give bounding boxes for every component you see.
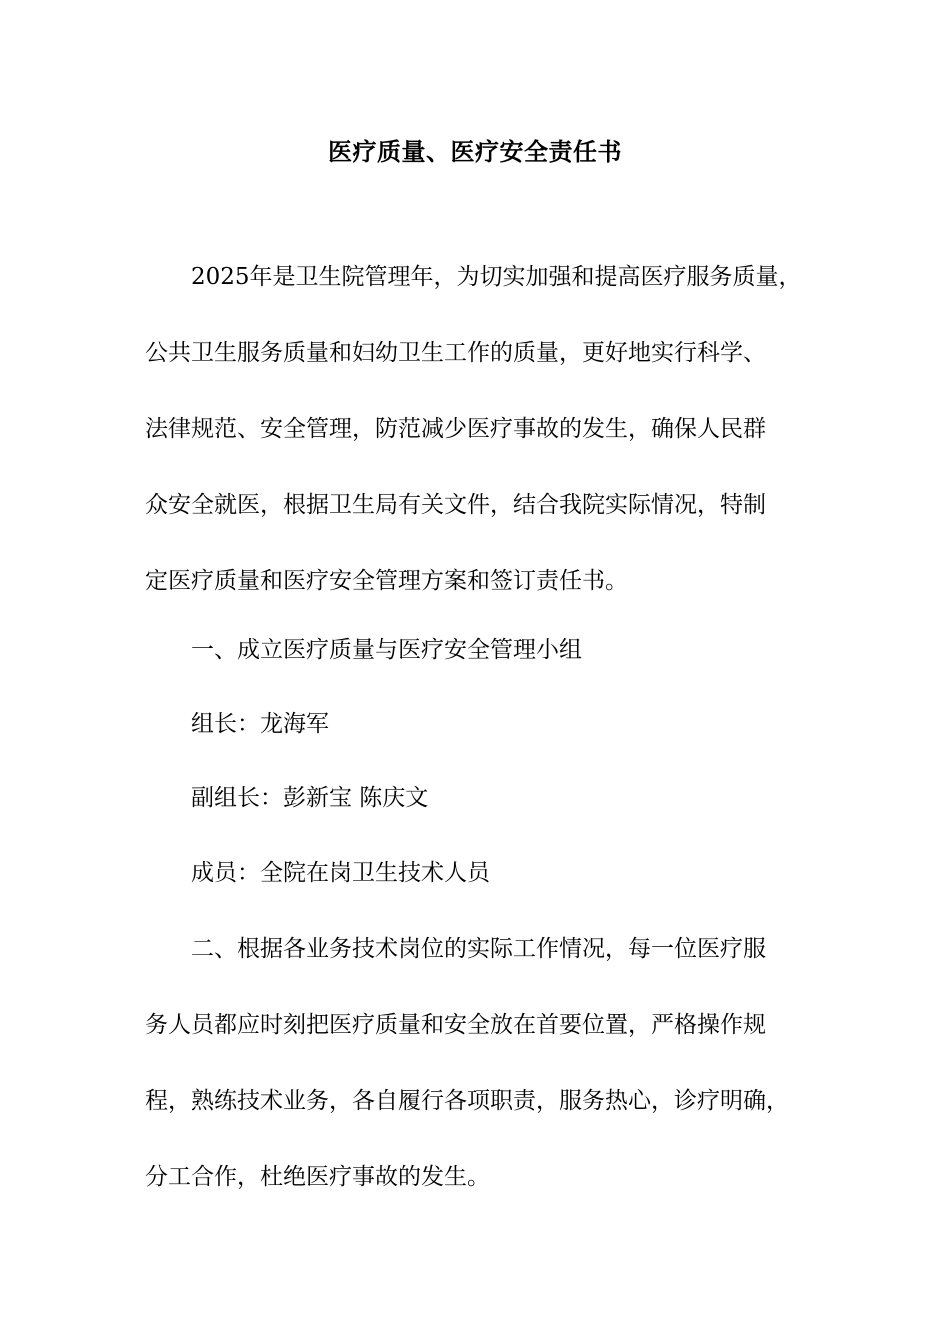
- group-leader-line: 组长：龙海军: [191, 711, 329, 737]
- deputy-leader-line: 副组长：彭新宝 陈庆文: [191, 785, 429, 811]
- intro-paragraph: [145, 239, 835, 619]
- paragraph-line: 程，熟练技术业务，各自履行各项职责，服务热心，诊疗明确，: [145, 1088, 789, 1114]
- paragraph-line: 众安全就医，根据卫生局有关文件，结合我院实际情况，特制: [145, 492, 766, 518]
- section-two-paragraph: [145, 911, 835, 1215]
- paragraph-line: 二、根据各业务技术岗位的实际工作情况，每一位医疗服: [191, 936, 766, 962]
- document-title: 医疗质量、医疗安全责任书: [328, 137, 622, 166]
- paragraph-line: 2025年是卫生院管理年，为切实加强和提高医疗服务质量，: [191, 264, 802, 290]
- section-one-heading: 一、成立医疗质量与医疗安全管理小组: [191, 637, 582, 663]
- paragraph-line: 公共卫生服务质量和妇幼卫生工作的质量，更好地实行科学、: [145, 340, 766, 366]
- paragraph-line: 分工合作，杜绝医疗事故的发生。: [145, 1164, 490, 1190]
- paragraph-line: 法律规范、安全管理，防范减少医疗事故的发生，确保人民群: [145, 416, 766, 442]
- paragraph-line: 定医疗质量和医疗安全管理方案和签订责任书。: [145, 568, 628, 594]
- members-line: 成员：全院在岗卫生技术人员: [191, 860, 490, 886]
- paragraph-line: 务人员都应时刻把医疗质量和安全放在首要位置，严格操作规: [145, 1012, 766, 1038]
